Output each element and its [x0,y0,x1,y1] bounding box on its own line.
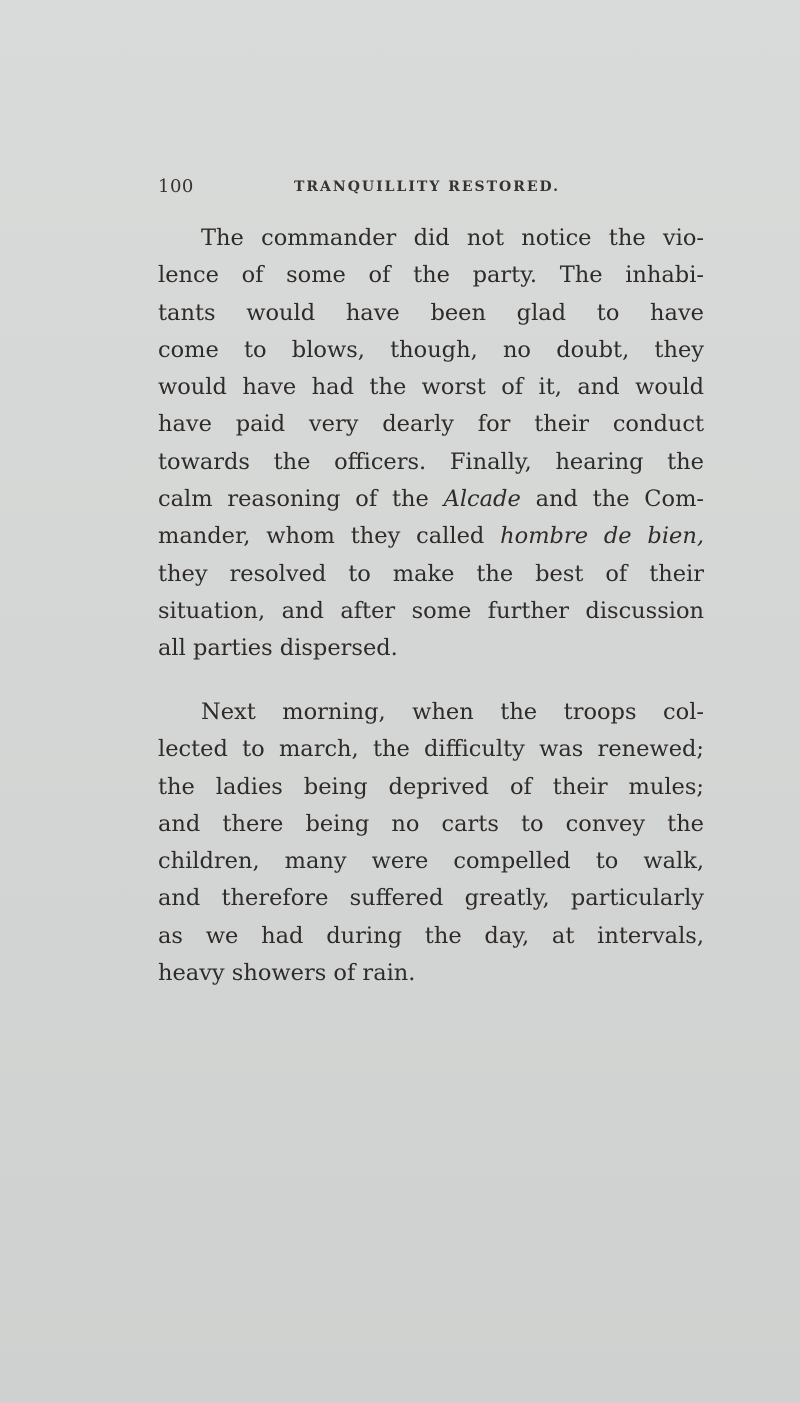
paragraph-2 [158,694,704,992]
text-line: come to blows, though, no doubt, they [158,336,704,363]
text-line: as we had during the day, at intervals, [158,922,704,949]
text-line [158,481,704,518]
text-line: all parties dispersed. [158,635,398,662]
text-line: tants would have been glad to have [158,299,704,326]
text-line: The commander did not notice the vio- [201,225,704,251]
italic-phrase-hombre-de-bien: hombre de bien, [500,523,704,550]
text-line: lected to march, the difficulty was renewed; [158,736,704,763]
text-line: have paid very dearly for their conduct [158,411,704,438]
text-line [158,518,704,555]
text-line: and there being no carts to convey the [158,810,704,837]
text-run: calm reasoning of the [158,486,444,513]
text-line: lence of some of the party. The inhabi- [158,262,704,289]
running-title: TRANQUILLITY RESTORED. [294,179,561,195]
text-line: situation, and after some further discussion [158,597,704,624]
italic-word-alcade: Alcade [443,486,521,513]
text-line: Next morning, when the troops col- [201,699,704,725]
text-run: mander, whom they called [158,523,501,550]
text-line: and therefore suffered greatly, particularly [158,885,704,912]
text-run: and the Com- [520,486,705,513]
running-header [158,176,718,200]
text-line: children, many were compelled to walk, [158,848,704,875]
text-line: towards the officers. Finally, hearing the [158,448,704,475]
paragraph-1 [158,220,704,668]
text-line: the ladies being deprived of their mules; [158,773,704,800]
text-line: would have had the worst of it, and would [158,374,704,401]
text-line: they resolved to make the best of their [158,560,704,587]
page-number: 100 [158,176,194,197]
text-line: heavy showers of rain. [158,960,416,987]
